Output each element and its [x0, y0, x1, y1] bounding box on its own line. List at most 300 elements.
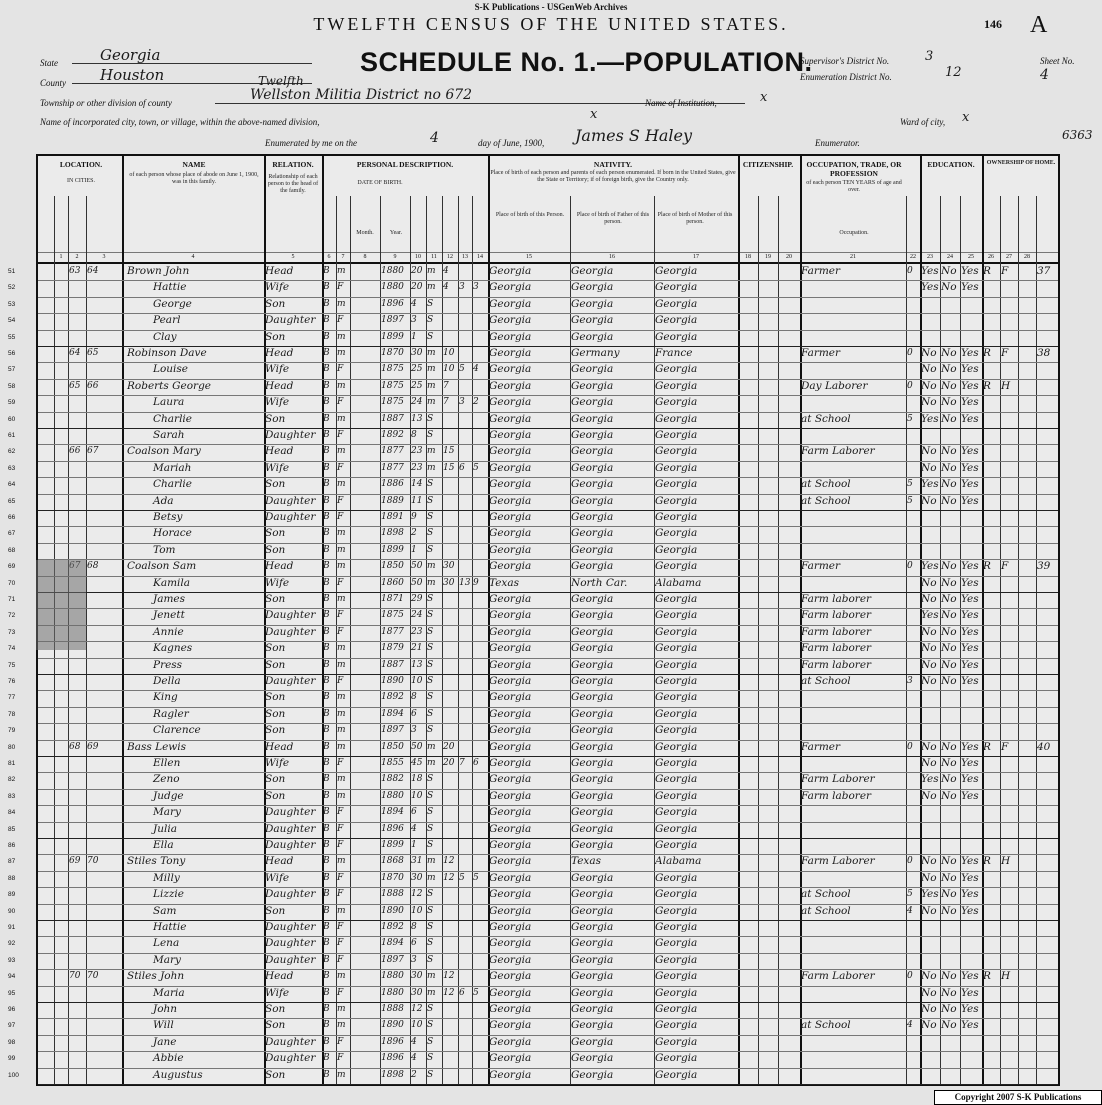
column-number: 11 [431, 254, 437, 260]
cell-mar: S [427, 938, 434, 949]
cell-color: B [323, 856, 330, 867]
cell-yrs: 30 [443, 577, 455, 588]
cell-year: 1899 [381, 840, 404, 850]
cell-occ: Farm laborer [801, 789, 872, 802]
cell-age: 29 [411, 594, 423, 604]
cell-occ: at School [801, 675, 851, 687]
cell-eng: Yes [961, 379, 979, 392]
cell-pob: Georgia [489, 1052, 532, 1065]
cell-fob: Georgia [571, 593, 614, 605]
cell-mar: S [427, 676, 434, 686]
cell-mob: Georgia [655, 625, 698, 638]
cell-sex: F [337, 676, 344, 686]
row-number: 56 [8, 350, 16, 357]
cell-mar: S [427, 626, 434, 637]
cell-rel: Son [265, 707, 286, 720]
cell-color: B [323, 479, 330, 490]
column-number: 2 [75, 254, 79, 260]
cell-eng: Yes [961, 478, 979, 491]
cell-mob: Georgia [655, 461, 698, 474]
cell-liv: 5 [473, 872, 479, 883]
cell-color: B [323, 840, 330, 850]
row-number: 94 [8, 973, 16, 981]
cell-age: 8 [411, 692, 417, 703]
column-number: 6 [327, 254, 331, 260]
cell-rel: Head [265, 265, 294, 277]
cell-occ: at School [801, 904, 851, 917]
cell-sex: F [337, 610, 344, 621]
cell-year: 1894 [381, 807, 404, 818]
cell-pob: Georgia [489, 297, 532, 310]
cell-fob: Georgia [571, 461, 614, 474]
cell-sched: 37 [1037, 265, 1051, 277]
cell-age: 1 [411, 331, 417, 342]
cell-occ: Farm laborer [801, 593, 872, 605]
cell-rel: Head [265, 970, 294, 983]
cell-sex: m [337, 298, 346, 309]
cell-name: Tom [153, 543, 176, 556]
cell-color: B [323, 413, 330, 424]
cell-mob: Georgia [655, 593, 698, 605]
location-heading: LOCATION. [59, 160, 103, 169]
cell-mob: Georgia [655, 609, 698, 622]
cell-eng: Yes [961, 461, 979, 474]
cell-age: 13 [411, 413, 423, 424]
row-number: 53 [8, 300, 16, 308]
cell-rel: Son [265, 691, 286, 704]
cell-name: Mariah [153, 461, 192, 474]
cell-fob: Georgia [571, 724, 614, 737]
cell-age: 10 [411, 790, 423, 801]
cell-mob: Georgia [655, 757, 698, 769]
cell-sex: m [337, 1004, 346, 1014]
cell-mob: Georgia [655, 1068, 698, 1081]
cell-age: 30 [411, 971, 423, 982]
cell-pob: Georgia [489, 986, 532, 999]
cell-pob: Georgia [489, 691, 532, 704]
cell-read: No [921, 625, 937, 638]
cell-name: Charlie [153, 412, 193, 425]
cell-pob: Georgia [489, 757, 532, 769]
cell-rel: Son [265, 724, 286, 737]
cell-sex: m [337, 856, 346, 867]
column-number: 12 [447, 254, 453, 260]
cell-rel: Daughter [265, 839, 316, 851]
cell-color: B [323, 1069, 330, 1080]
cell-year: 1880 [381, 971, 404, 982]
column-number: 3 [102, 254, 106, 260]
cell-rel: Wife [265, 363, 290, 376]
cell-sched: 39 [1037, 560, 1051, 573]
cell-age: 2 [411, 528, 417, 539]
cell-write: No [941, 625, 957, 638]
cell-year: 1877 [381, 462, 404, 473]
birth-mother-heading: Place of birth of Mother of this person. [657, 212, 733, 225]
cell-name: Sam [153, 904, 177, 917]
relation-description: Relationship of each person to the head of the family. [267, 174, 319, 194]
cell-year: 1868 [381, 856, 404, 867]
cell-rel: Daughter [265, 609, 316, 622]
column-number: 23 [927, 254, 933, 260]
cell-sex: F [337, 1036, 344, 1047]
cell-mob: Georgia [655, 1019, 698, 1032]
cell-write: No [941, 740, 957, 753]
row-number: 64 [8, 481, 16, 489]
cell-mob: Georgia [655, 494, 698, 507]
month-heading: Month. [356, 230, 374, 236]
cell-own: R [983, 855, 991, 868]
cell-mob: Georgia [655, 724, 698, 737]
cell-year: 1875 [381, 397, 404, 408]
cell-mar: S [427, 954, 434, 965]
row-number: 99 [8, 1055, 16, 1063]
row-number: 96 [8, 1006, 16, 1013]
cell-sex: F [337, 282, 344, 293]
cell-age: 20 [411, 282, 423, 293]
cell-mar: m [427, 380, 436, 391]
cell-dw: 64 [69, 348, 81, 358]
cell-color: B [323, 758, 330, 768]
cell-pob: Georgia [489, 904, 532, 917]
cell-pob: Georgia [489, 396, 532, 409]
cell-fob: Georgia [571, 527, 614, 540]
cell-fob: Georgia [571, 675, 614, 687]
township-above: Twelfth [258, 74, 304, 88]
cell-fob: Georgia [571, 740, 614, 753]
row-number: 79 [8, 727, 16, 735]
cell-name: Will [153, 1019, 174, 1032]
cell-read: Yes [921, 265, 939, 277]
cell-mob: Georgia [655, 363, 698, 376]
cell-sex: F [337, 495, 344, 506]
column-number: 22 [910, 254, 916, 260]
cell-mob: Georgia [655, 396, 698, 409]
column-number: 4 [191, 254, 195, 260]
cell-rel: Son [265, 297, 286, 310]
cell-mob: Georgia [655, 773, 698, 786]
cell-fob: Georgia [571, 314, 614, 327]
cell-read: No [921, 445, 937, 458]
cell-mo: 5 [907, 479, 913, 490]
cell-rel: Daughter [265, 1052, 316, 1065]
cell-mar: S [427, 298, 434, 309]
cell-fob: Georgia [571, 560, 614, 573]
cell-eng: Yes [961, 888, 979, 901]
cell-rel: Son [265, 789, 286, 802]
cell-name: Bass Lewis [127, 740, 187, 753]
cell-read: Yes [921, 888, 939, 901]
cell-color: B [323, 446, 330, 457]
cell-mar: S [427, 643, 434, 654]
cell-write: No [941, 412, 957, 425]
cell-rel: Head [265, 379, 294, 392]
cell-year: 1898 [381, 528, 404, 539]
cell-year: 1871 [381, 594, 404, 604]
cell-fob: Georgia [571, 445, 614, 458]
cell-pob: Texas [489, 576, 519, 589]
column-number: 16 [609, 254, 615, 260]
cell-color: B [323, 282, 330, 293]
cell-color: B [323, 364, 330, 375]
supervisor-value: 3 [925, 49, 934, 64]
cell-rel: Daughter [265, 822, 316, 835]
cell-mob: Georgia [655, 1035, 698, 1048]
cell-read: No [921, 1003, 937, 1015]
cell-yrs: 12 [443, 872, 455, 883]
cell-mar: S [427, 725, 434, 736]
cell-sex: m [337, 544, 346, 555]
cell-year: 1892 [381, 430, 404, 440]
cell-age: 30 [411, 348, 423, 358]
cell-sex: m [337, 708, 346, 719]
cell-read: No [921, 675, 937, 687]
cell-rel: Daughter [265, 1035, 316, 1048]
cell-name: Pearl [153, 314, 181, 327]
cell-write: No [941, 855, 957, 868]
row-number: 70 [8, 579, 16, 587]
cell-sex: m [337, 413, 346, 424]
cell-read: No [921, 494, 937, 507]
ownership-heading: OWNERSHIP OF HOME. [986, 160, 1056, 166]
cell-mob: Georgia [655, 675, 698, 687]
row-number: 60 [8, 415, 16, 423]
cell-farm: H [1001, 970, 1011, 983]
cell-pob: Georgia [489, 445, 532, 458]
cell-age: 20 [411, 266, 423, 276]
cell-age: 30 [411, 872, 423, 883]
cell-dw: 63 [69, 266, 81, 276]
cell-eng: Yes [961, 363, 979, 376]
cell-age: 13 [411, 659, 423, 670]
cell-pob: Georgia [489, 970, 532, 983]
cell-write: No [941, 576, 957, 589]
cell-year: 1892 [381, 922, 404, 932]
cell-pob: Georgia [489, 871, 532, 884]
cell-pob: Georgia [489, 806, 532, 819]
cell-mar: S [427, 528, 434, 539]
cell-yrs: 7 [443, 380, 449, 391]
cell-age: 3 [411, 315, 417, 326]
cell-pob: Georgia [489, 527, 532, 540]
cell-occ: Farmer [801, 740, 841, 753]
cell-name: Augustus [153, 1068, 203, 1081]
cell-color: B [323, 692, 330, 703]
cell-age: 4 [411, 1053, 417, 1064]
cell-pob: Georgia [489, 953, 532, 966]
enumerated-label: Enumerated by me on the [265, 138, 357, 148]
cell-read: No [921, 986, 937, 999]
occupation-heading: OCCUPATION, TRADE, OR PROFESSION [806, 160, 902, 178]
cell-rel: Daughter [265, 806, 316, 819]
column-number: 24 [947, 254, 953, 260]
cell-fam: 66 [87, 380, 99, 391]
cell-age: 50 [411, 577, 423, 588]
cell-year: 1886 [381, 479, 404, 490]
cell-yrs: 20 [443, 741, 455, 752]
cell-yrs: 7 [443, 397, 449, 408]
cell-fob: Georgia [571, 773, 614, 786]
cell-fob: Georgia [571, 379, 614, 392]
cell-name: Judge [153, 789, 184, 802]
cell-pob: Georgia [489, 593, 532, 605]
cell-pob: Georgia [489, 478, 532, 491]
cell-fob: Georgia [571, 707, 614, 720]
cell-age: 23 [411, 462, 423, 473]
cell-color: B [323, 938, 330, 949]
cell-pob: Georgia [489, 625, 532, 638]
table-header [38, 156, 1058, 264]
cell-read: No [921, 642, 937, 655]
row-number: 91 [8, 924, 16, 931]
cell-year: 1894 [381, 708, 404, 719]
cell-pob: Georgia [489, 543, 532, 556]
cell-ch: 3 [459, 397, 465, 408]
population-table [8, 154, 1060, 1086]
cell-read: No [921, 347, 937, 359]
cell-pob: Georgia [489, 412, 532, 425]
cell-year: 1899 [381, 544, 404, 555]
cell-mar: S [427, 807, 434, 818]
cell-age: 14 [411, 479, 423, 490]
row-number: 84 [8, 809, 16, 817]
cell-fob: Georgia [571, 839, 614, 851]
cell-name: George [153, 297, 192, 310]
cell-age: 23 [411, 626, 423, 637]
cell-pob: Georgia [489, 839, 532, 851]
row-number: 73 [8, 628, 16, 636]
row-number: 89 [8, 891, 16, 899]
cell-color: B [323, 725, 330, 736]
copyright-notice: Copyright 2007 S-K Publications [934, 1090, 1102, 1105]
cell-write: No [941, 970, 957, 983]
cell-mar: m [427, 741, 436, 752]
year-heading: Year. [389, 230, 403, 236]
column-number: 5 [291, 254, 295, 260]
cell-color: B [323, 922, 330, 932]
column-number: 13 [462, 254, 468, 260]
cell-ch: 6 [459, 462, 465, 473]
township-value: Wellston Militia District no 672 [250, 87, 473, 103]
cell-name: Press [153, 658, 183, 671]
city-label: Name of incorporated city, town, or village, within the above-named division, [40, 117, 320, 127]
cell-name: King [153, 691, 178, 704]
row-number: 55 [8, 333, 16, 341]
cell-color: B [323, 495, 330, 506]
cell-name: Kamila [153, 576, 191, 589]
cell-year: 1897 [381, 315, 404, 326]
cell-color: B [323, 610, 330, 621]
cell-pob: Georgia [489, 773, 532, 786]
cell-mar: S [427, 774, 434, 785]
cell-year: 1875 [381, 610, 404, 621]
row-number: 63 [8, 464, 16, 472]
personal-heading: PERSONAL DESCRIPTION. [356, 160, 454, 169]
cell-eng: Yes [961, 412, 979, 425]
cell-year: 1880 [381, 987, 404, 998]
cell-yrs: 20 [443, 758, 455, 768]
cell-fob: Georgia [571, 543, 614, 556]
cell-color: B [323, 315, 330, 326]
cell-mob: Georgia [655, 265, 698, 277]
cell-eng: Yes [961, 1019, 979, 1032]
cell-name: Lena [153, 937, 180, 950]
cell-mar: m [427, 266, 436, 276]
cell-name: Annie [153, 625, 184, 638]
cell-year: 1890 [381, 905, 404, 916]
cell-mar: S [427, 544, 434, 555]
cell-color: B [323, 643, 330, 654]
cell-sex: m [337, 479, 346, 490]
city-value: x [590, 107, 598, 122]
ward-value: x [962, 110, 970, 125]
cell-write: No [941, 1003, 957, 1015]
cell-name: Hattie [153, 921, 187, 933]
cell-age: 24 [411, 610, 423, 621]
corner-mark: A [1030, 12, 1048, 38]
cell-year: 1894 [381, 938, 404, 949]
cell-age: 1 [411, 544, 417, 555]
cell-age: 4 [411, 823, 417, 834]
cell-occ: at School [801, 888, 851, 901]
cell-color: B [323, 626, 330, 637]
row-number: 93 [8, 956, 16, 964]
cell-color: B [323, 380, 330, 391]
cell-year: 1877 [381, 446, 404, 457]
cell-fam: 69 [87, 741, 99, 752]
cell-mo: 0 [907, 266, 913, 276]
cell-mar: S [427, 315, 434, 326]
cell-mo: 5 [907, 413, 913, 424]
cell-age: 10 [411, 905, 423, 916]
cell-year: 1882 [381, 774, 404, 785]
cell-fam: 65 [87, 348, 99, 358]
cell-mo: 0 [907, 971, 913, 982]
cell-mo: 5 [907, 495, 913, 506]
cell-age: 11 [411, 495, 423, 506]
cell-eng: Yes [961, 576, 979, 589]
cell-age: 18 [411, 774, 423, 785]
cell-read: No [921, 904, 937, 917]
column-number: 7 [341, 254, 345, 260]
cell-read: No [921, 789, 937, 802]
cell-eng: Yes [961, 970, 979, 983]
cell-mob: Georgia [655, 921, 698, 933]
cell-read: Yes [921, 412, 939, 425]
cell-pob: Georgia [489, 560, 532, 573]
county-value: Houston [100, 66, 165, 84]
cell-write: No [941, 281, 957, 294]
row-number: 51 [8, 268, 16, 275]
cell-age: 23 [411, 446, 423, 457]
column-number: 26 [988, 254, 994, 260]
cell-eng: Yes [961, 609, 979, 622]
citizenship-heading: CITIZENSHIP. [742, 160, 794, 169]
cell-write: No [941, 789, 957, 802]
row-number: 78 [8, 710, 16, 718]
cell-ch: 13 [459, 577, 471, 588]
cell-mar: m [427, 282, 436, 293]
cell-name: Clay [153, 330, 177, 343]
cell-age: 6 [411, 708, 417, 719]
cell-rel: Son [265, 412, 286, 425]
cell-fob: Georgia [571, 937, 614, 950]
cell-write: No [941, 773, 957, 786]
cell-farm: F [1001, 740, 1009, 753]
cell-liv: 9 [473, 577, 479, 588]
cell-name: John [153, 1003, 178, 1015]
cell-rel: Son [265, 642, 286, 655]
cell-mar: m [427, 872, 436, 883]
